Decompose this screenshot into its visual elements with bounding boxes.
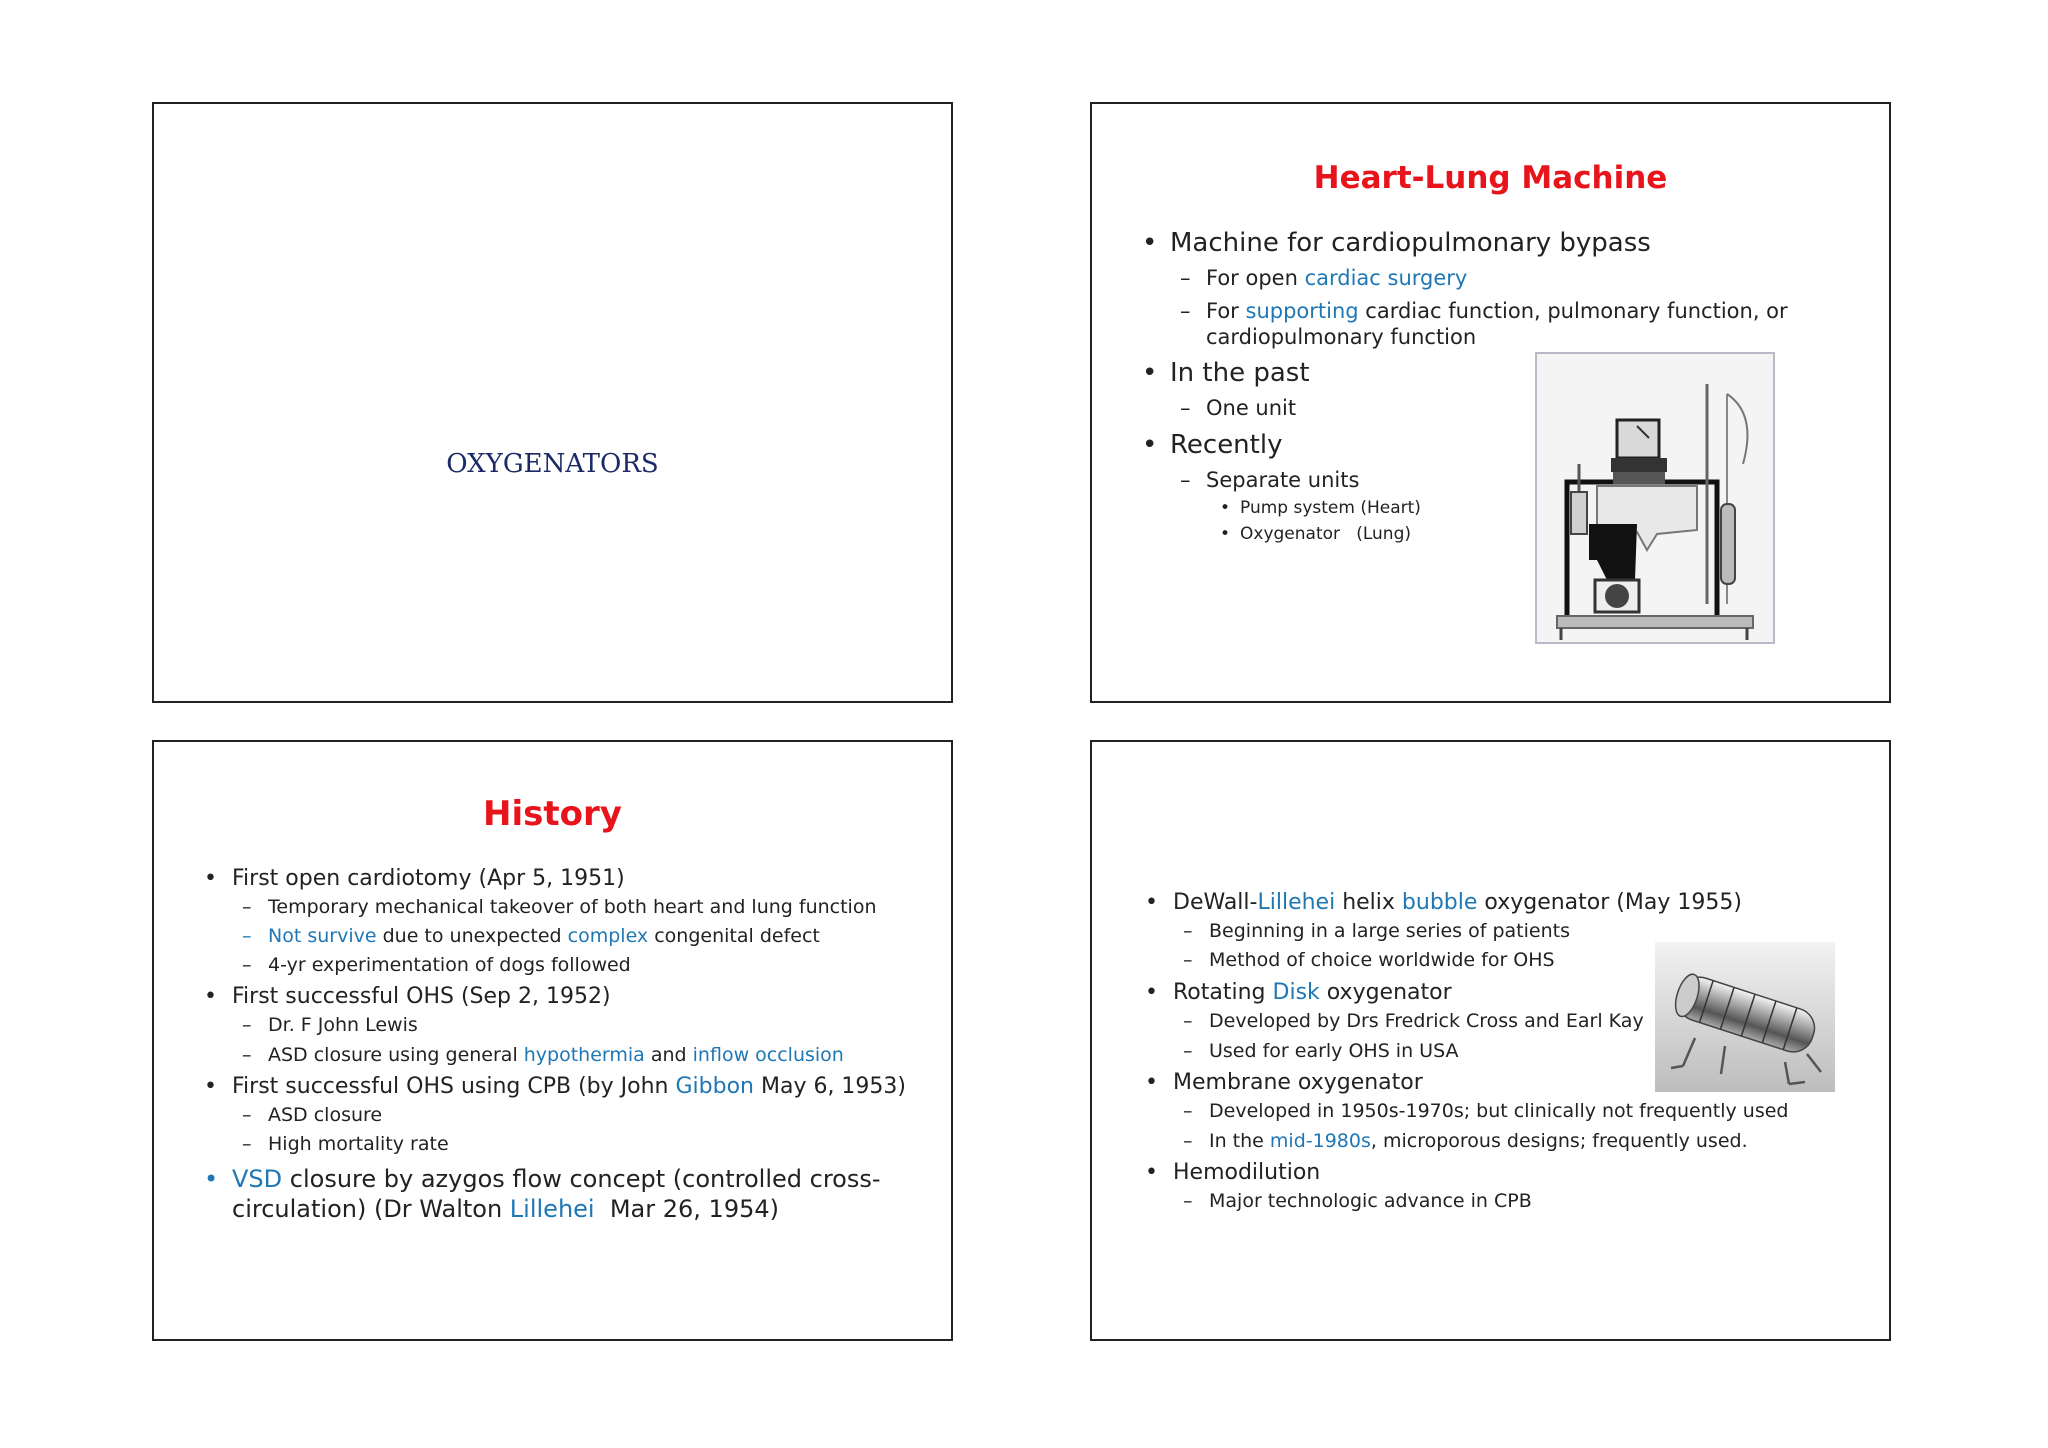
slide-oxygenator-types [1090, 740, 1891, 1341]
sub-bullet-item: – Used for early OHS in USA [1183, 1040, 1459, 1062]
sub-bullet-item: – 4-yr experimentation of dogs followed [242, 954, 631, 976]
sub-bullet-item: – Beginning in a large series of patients [1183, 920, 1570, 942]
bullet-item: • In the past [1142, 358, 1310, 388]
bullet-item: • Rotating Disk oxygenator [1145, 980, 1452, 1005]
bullet-item: • First successful OHS using CPB (by John Gibbon May 6, 1953) [204, 1074, 907, 1099]
heart-lung-machine-photo [1535, 352, 1775, 644]
sub-bullet-item: – Developed in 1950s-1970s; but clinically not frequently used [1183, 1100, 1789, 1122]
slide-heart-lung-machine [1090, 102, 1891, 703]
sub-sub-bullet-item: • Pump system (Heart) [1220, 498, 1421, 518]
cover-title: OXYGENATORS [446, 449, 659, 479]
bullet-item: • First open cardiotomy (Apr 5, 1951) [204, 866, 625, 891]
bullet-item: • Membrane oxygenator [1145, 1070, 1423, 1095]
bullet-item: • Recently [1142, 430, 1283, 460]
sub-sub-bullet-item: • Oxygenator (Lung) [1220, 524, 1411, 544]
bullet-item: • Hemodilution [1145, 1160, 1321, 1185]
sub-bullet-item: – High mortality rate [242, 1133, 449, 1155]
sub-bullet-item: – Separate units [1180, 468, 1360, 492]
sub-bullet-item: – Method of choice worldwide for OHS [1183, 949, 1555, 971]
sub-bullet-item: – For supporting cardiac function, pulmonary function, or cardiopulmonary function [1180, 299, 1788, 349]
slide-title: History [483, 794, 622, 834]
sub-bullet-item: – ASD closure using general hypothermia and inflow occlusion [242, 1044, 844, 1066]
sub-bullet-item: – Developed by Drs Fredrick Cross and Earl Kay [1183, 1010, 1644, 1032]
slide-title: Heart-Lung Machine [1313, 160, 1668, 196]
bullet-item: • First successful OHS (Sep 2, 1952) [204, 984, 611, 1009]
sub-bullet-item: – Dr. F John Lewis [242, 1014, 418, 1036]
slide-cover [152, 102, 953, 703]
sub-bullet-item: – Not survive due to unexpected complex congenital defect [242, 925, 820, 947]
sub-bullet-item: – In the mid-1980s, microporous designs; frequently used. [1183, 1130, 1748, 1152]
bullet-item: • DeWall-Lillehei helix bubble oxygenator (May 1955) [1145, 890, 1742, 915]
bullet-item: • VSD closure by azygos flow concept (controlled cross- circulation) (Dr Walton Lillehei Mar 26, 1954) [204, 1165, 881, 1223]
sub-bullet-item: – Temporary mechanical takeover of both heart and lung function [242, 896, 877, 918]
bullet-item: • Machine for cardiopulmonary bypass [1142, 228, 1651, 258]
slide-history [152, 740, 953, 1341]
sub-bullet-item: – ASD closure [242, 1104, 383, 1126]
sub-bullet-item: – Major technologic advance in CPB [1183, 1190, 1532, 1212]
sub-bullet-item: – One unit [1180, 396, 1297, 420]
disk-oxygenator-photo [1655, 942, 1835, 1092]
sub-bullet-item: – For open cardiac surgery [1180, 266, 1468, 290]
